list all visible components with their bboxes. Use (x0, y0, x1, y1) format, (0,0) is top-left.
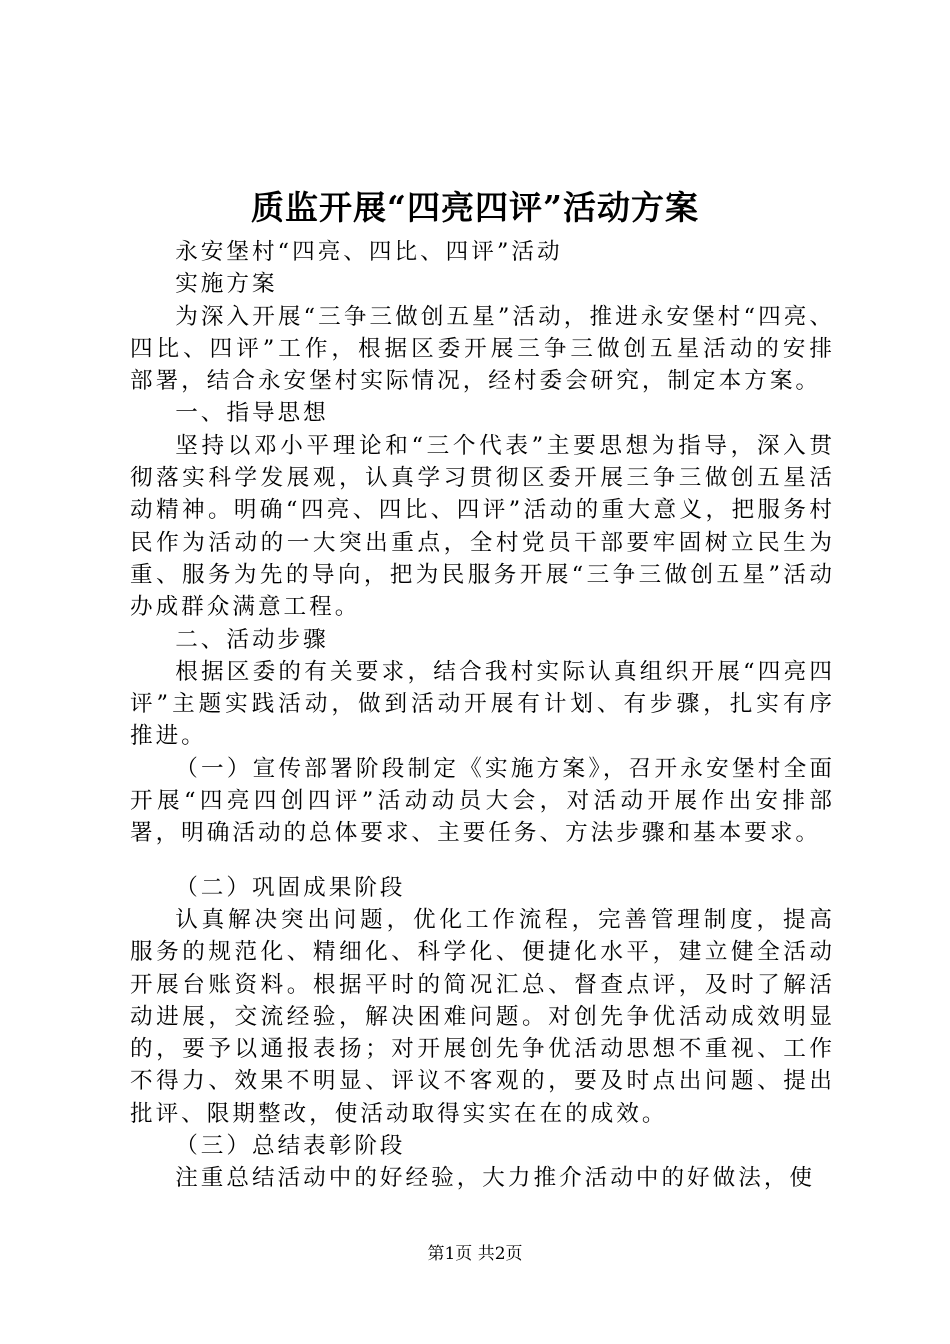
section-heading: （三）总结表彰阶段 (175, 1133, 406, 1160)
section-heading: 一、指导思想 (175, 400, 329, 427)
paragraph: 认真解决突出问题，优化工作流程，完善管理制度，提高服务的规范化、精细化、科学化、便捷化水平，建立健全活动开展台账资料。根据平时的简况汇总、督查点评，及时了解活动进展，交流经验，解决困难问题。对创先争优活动成效明显的，要予以通报表扬；对开展创先争优活动思想不重视、工作不得力、效果不明显、评议不客观的，要及时点出问题、提出批评、限期整改，使活动取得实实在在的成效。 (130, 906, 835, 1127)
paragraph: 为深入开展“三争三做创五星”活动，推进永安堡村“四亮、四比、四评”工作，根据区委开展三争三做创五星活动的安排部署，结合永安堡村实际情况，经村委会研究，制定本方案。 (130, 303, 835, 395)
document-title: 质监开展“四亮四评”活动方案 (251, 188, 699, 227)
paragraph: 实施方案 (175, 271, 278, 298)
page-footer: 第1页 共2页 (427, 1244, 523, 1264)
paragraph: 注重总结活动中的好经验，大力推介活动中的好做法，使 (175, 1165, 816, 1192)
document-body (130, 236, 835, 1195)
section-heading: （二）巩固成果阶段 (175, 874, 406, 901)
section-heading: 二、活动步骤 (175, 626, 329, 653)
paragraph: 坚持以邓小平理论和“三个代表”主要思想为指导，深入贯彻落实科学发展观，认真学习贯彻区委开展三争三做创五星活动精神。明确“四亮、四比、四评”活动的重大意义，把服务村民作为活动的一大突出重点，全村党员干部要牢固树立民生为重、服务为先的导向，把为民服务开展“三争三做创五星”活动办成群众满意工程。 (130, 432, 835, 621)
paragraph: （一）宣传部署阶段制定《实施方案》，召开永安堡村全面开展“四亮四创四评”活动动员大会，对活动开展作出安排部署，明确活动的总体要求、主要任务、方法步骤和基本要求。 (130, 755, 835, 847)
paragraph: 根据区委的有关要求，结合我村实际认真组织开展“四亮四评”主题实践活动，做到活动开展有计划、有步骤，扎实有序推进。 (130, 658, 835, 750)
paragraph: 永安堡村“四亮、四比、四评”活动 (175, 239, 563, 265)
